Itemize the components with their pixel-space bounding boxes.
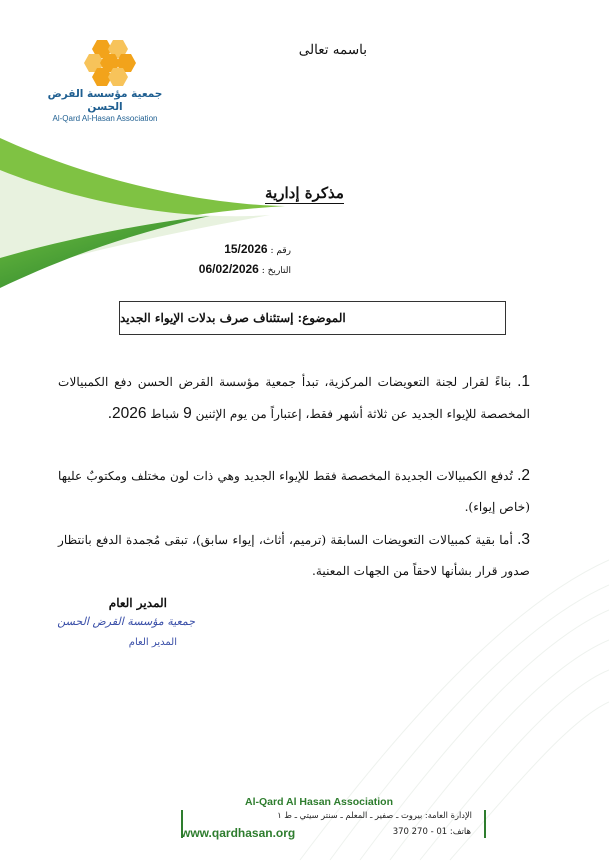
- logo-name-arabic: جمعية مؤسسة القرض الحسن: [47, 88, 163, 113]
- paragraph-text: أما بقية كمبيالات التعويضات السابقة (ترميم، أثاث، إيواء سابق)، تبقى مُجمدة الدفع بانتظار صدور قرار بشأنها لاحقاً من الجهات المعنية.: [58, 533, 530, 578]
- paragraph-day: 9: [183, 405, 192, 422]
- paragraph-text: بناءً لقرار لجنة التعويضات المركزية، تبدأ جمعية مؤسسة القرض الحسن دفع الكمبيالات المخصصة للإيواء الجديد عن ثلاثة أشهر فقط، إعتباراً من يوم الإثنين: [58, 375, 530, 421]
- reference-value: 15/2026: [224, 242, 268, 256]
- reference-label: رقم :: [270, 246, 291, 256]
- footer-phone-number: 01 - 270 370: [392, 827, 448, 837]
- footer-phone: [393, 827, 471, 837]
- paragraph-2: [58, 460, 530, 523]
- honeycomb-logo-icon: [73, 38, 137, 86]
- memo-date: [199, 262, 291, 276]
- paragraph-year: 2026.: [107, 405, 147, 422]
- subject-text: الموضوع: إستئناف صرف بدلات الإيواء الجديد: [120, 311, 346, 325]
- signature-stamp-org: جمعية مؤسسة القرض الحسن: [57, 615, 195, 628]
- association-logo: [30, 38, 180, 123]
- footer-address: الإدارة العامة: بيروت ـ صفير ـ المعلم ـ سنتر سيتي ـ ط ١: [277, 810, 472, 820]
- paragraph-number: 3.: [517, 531, 531, 548]
- subject-box: [119, 301, 506, 335]
- footer-divider-right: [484, 810, 486, 838]
- footer-website-link[interactable]: www.qardhasan.org: [181, 826, 296, 840]
- date-value: 06/02/2026: [198, 262, 259, 276]
- paragraph-3: [58, 524, 530, 587]
- reference-number: [224, 242, 291, 256]
- paragraph-1: [58, 366, 530, 430]
- memo-title-text: مذكرة إدارية: [265, 184, 344, 202]
- bismillah-heading: باسمه تعالى: [298, 42, 367, 58]
- paragraph-number: 1.: [517, 373, 531, 390]
- footer-phone-label: هاتف:: [449, 827, 471, 837]
- logo-name-english: Al-Qard Al-Hasan Association: [52, 114, 158, 123]
- footer-association-name: Al-Qard Al Hasan Association: [244, 796, 393, 808]
- paragraph-month: شباط: [150, 407, 180, 421]
- paragraph-text: تُدفع الكمبيالات الجديدة المخصصة فقط للإيواء الجديد وهي ذات لون مختلف ومكتوبٌ عليها (خاص إيواء).: [58, 469, 530, 514]
- signature-title: المدير العام: [108, 596, 167, 610]
- paragraph-number: 2.: [517, 467, 530, 484]
- memo-title: [0, 184, 609, 202]
- footer-contact-row: [181, 826, 471, 840]
- signature-stamp-role: المدير العام: [128, 637, 177, 648]
- date-label: التاريخ :: [261, 266, 291, 276]
